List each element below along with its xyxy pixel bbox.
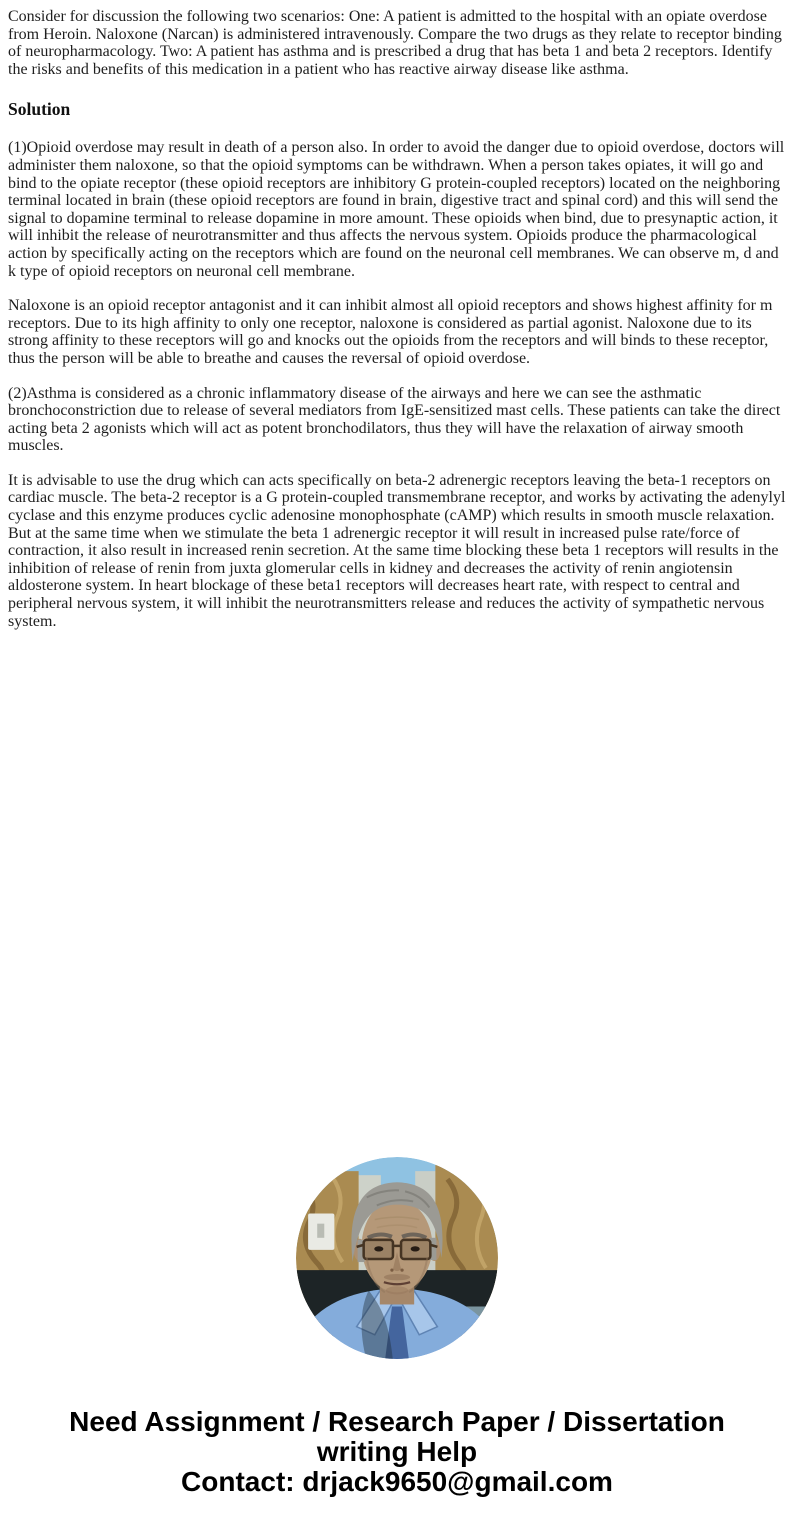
solution-paragraph-1: (1)Opioid overdose may result in death of a person also. In order to avoid the danger due to opioid overdose, doctors will administer them naloxone, so that the opioid symptoms can be withdrawn. When a person takes opiates, it will go and bind to the opiate receptor (these opioid receptors are inhibitory G protein-coupled receptors) located on the neighboring terminal located in brain (these opioid receptors are found in brain, digestive tract and spinal cord) and this will send the signal to dopamine terminal to release dopamine in more amount. These opioids when bind, due to presynaptic action, it will inhibit the release of neurotransmitter and thus affects the nervous system. Opioids produce the pharmacological action by specifically acting on the receptors which are found on the neuronal cell membranes. We can observe m, d and k type of opioid receptors on neuronal cell membrane. [8, 139, 785, 280]
solution-paragraph-3: (2)Asthma is considered as a chronic inflammatory disease of the airways and here we can see the asthmatic bronchoconstriction due to release of several mediators from IgE-sensitized mast cells. These patients can take the direct acting beta 2 agonists which will act as potent bronchodilators, thus they will have the relaxation of airway smooth muscles. [8, 384, 781, 455]
footer-promo [8, 1407, 786, 1527]
footer-contact-line: Contact: drjack9650@gmail.com [181, 1466, 613, 1498]
solution-paragraph-2: Naloxone is an opioid receptor antagonist and it can inhibit almost all opioid receptors and shows highest affinity for m receptors. Due to its high affinity to only one receptor, naloxone is considered as partial agonist. Naloxone due to its strong affinity to these receptors will go and knocks out the opioids from the receptors and will binds to these receptor, thus the person will be able to breathe and causes the reversal of opioid overdose. [8, 297, 773, 367]
document-body [8, 8, 786, 630]
footer-help-line-2: writing Help [316, 1436, 478, 1468]
question-text: Consider for discussion the following two scenarios: One: A patient is admitted to the hospital with an opiate overdose from Heroin. Naloxone (Narcan) is administered intravenously. Compare the two drugs as they relate to receptor binding of neuropharmacology. Two: A patient has asthma and is prescribed a drug that has beta 1 and beta 2 receptors. Identify the risks and benefits of this medication in a patient who has reactive airway disease like asthma. [8, 8, 782, 78]
tutor-portrait-photo [296, 1157, 498, 1359]
footer-help-line-1: Need Assignment / Research Paper / Dissertation [69, 1406, 725, 1438]
solution-heading: Solution [8, 99, 71, 120]
portrait-section [8, 1157, 786, 1359]
man-portrait-illustration [296, 1157, 498, 1359]
solution-paragraph-4: It is advisable to use the drug which can acts specifically on beta-2 adrenergic receptors leaving the beta-1 receptors on cardiac muscle. The beta-2 receptor is a G protein-coupled transmembrane receptor, and works by activating the adenylyl cyclase and this enzyme produces cyclic adenosine monophosphate (cAMP) which results in smooth muscle relaxation. But at the same time when we stimulate the beta 1 adrenergic receptor it will result in increased pulse rate/force of contraction, it also result in increased renin secretion. At the same time blocking these beta 1 receptors will results in the inhibition of release of renin from juxta glomerular cells in kidney and decreases the activity of renin angiotensin aldosterone system. In heart blockage of these beta1 receptors will decreases heart rate, with respect to central and peripheral nervous system, it will inhibit the neurotransmitters release and reduces the activity of sympathetic nervous system. [8, 471, 786, 630]
